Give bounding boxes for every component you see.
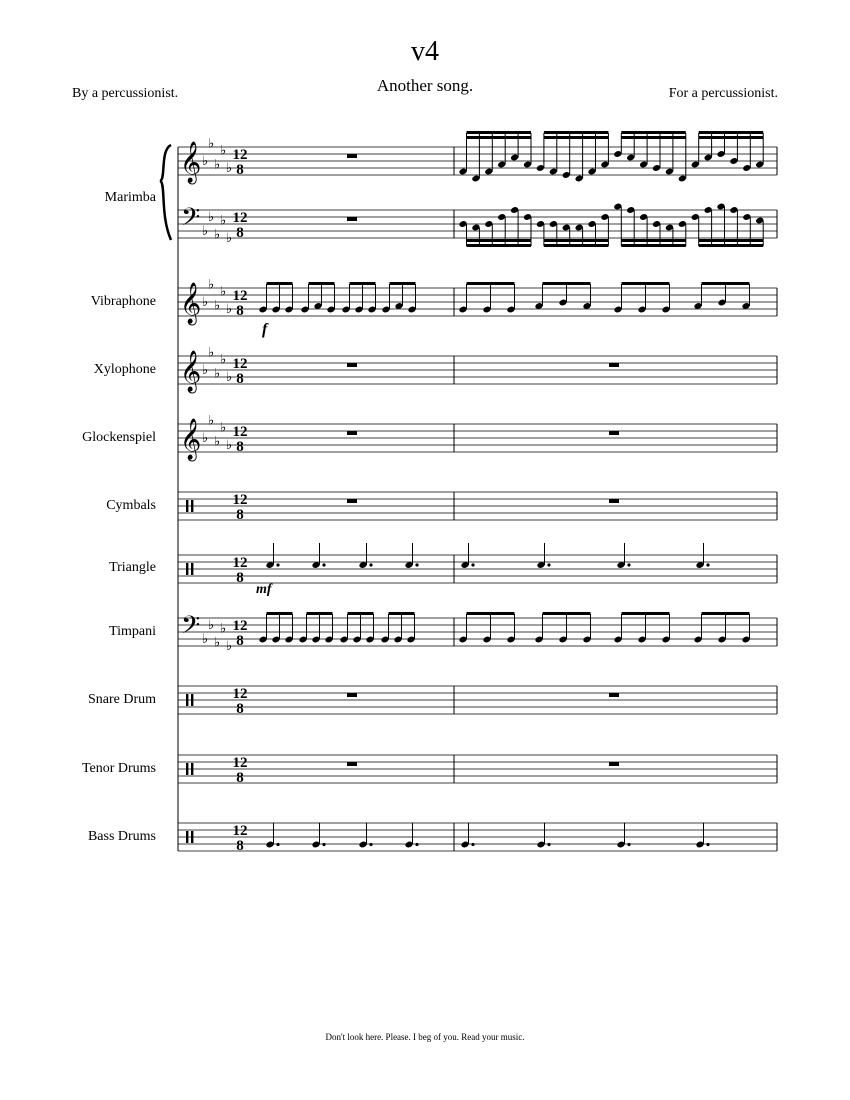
flat-sign-icon: ♭ — [226, 437, 233, 452]
note-beam — [267, 282, 293, 285]
flat-sign-icon: ♭ — [208, 617, 215, 632]
flat-sign-icon: ♭ — [214, 634, 221, 650]
page-footer: Don't look here. Please. I beg of you. Read your music. — [325, 1032, 525, 1042]
note-beam — [621, 244, 686, 247]
percussion-clef-icon — [186, 763, 188, 775]
flat-sign-icon: ♭ — [208, 412, 215, 428]
whole-rest — [347, 693, 357, 697]
instrument-name-vibraphone: Vibraphone — [90, 294, 156, 309]
note-beam — [622, 612, 670, 615]
staff-cymbals — [178, 492, 777, 520]
flat-sign-icon: ♭ — [220, 283, 227, 299]
time-signature-denominator: 8 — [236, 303, 244, 319]
time-signature-denominator: 8 — [236, 701, 244, 717]
whole-rest — [347, 431, 357, 435]
whole-rest — [347, 363, 357, 367]
note-beam — [543, 612, 591, 615]
note-beam — [702, 282, 750, 285]
note-beam — [622, 282, 670, 285]
augmentation-dot — [369, 843, 372, 846]
treble-clef-icon: 𝄞 — [180, 351, 202, 391]
augmentation-dot — [547, 563, 550, 566]
note-beam — [350, 282, 376, 285]
flat-sign-icon: ♭ — [220, 212, 227, 228]
percussion-clef-icon — [186, 500, 188, 512]
note-beam — [467, 136, 532, 139]
note-beam — [309, 282, 335, 285]
note-beam — [348, 612, 374, 615]
flat-sign-icon: ♭ — [202, 631, 209, 646]
flat-sign-icon: ♭ — [202, 362, 209, 377]
note-beam — [467, 244, 532, 247]
time-signature-numerator: 12 — [232, 356, 248, 372]
staff-vibraphone — [178, 288, 777, 316]
flat-sign-icon: ♭ — [220, 351, 227, 367]
marimba-brace — [160, 145, 171, 240]
augmentation-dot — [415, 843, 418, 846]
time-signature-denominator: 8 — [236, 162, 244, 178]
staff-marimba-bass — [178, 210, 777, 238]
note-beam — [699, 239, 764, 242]
flat-sign-icon: ♭ — [202, 294, 209, 309]
whole-rest — [609, 762, 619, 766]
instrument-name-cymbals: Cymbals — [106, 498, 156, 513]
note-beam — [702, 612, 750, 615]
augmentation-dot — [415, 563, 418, 566]
staff-triangle — [178, 555, 777, 583]
augmentation-dot — [276, 563, 279, 566]
flat-sign-icon: ♭ — [220, 620, 227, 636]
augmentation-dot — [369, 563, 372, 566]
instrument-name-marimba: Marimba — [104, 190, 156, 205]
augmentation-dot — [627, 843, 630, 846]
augmentation-dot — [471, 843, 474, 846]
percussion-clef-icon — [191, 763, 193, 775]
time-signature-denominator: 8 — [236, 838, 244, 854]
staff-snare-drum — [178, 686, 777, 714]
staff-xylophone — [178, 356, 777, 384]
flat-sign-icon: ♭ — [214, 297, 221, 313]
percussion-clef-icon — [186, 563, 188, 575]
score-title: v4 — [411, 36, 439, 67]
bass-clef-icon: 𝄢 — [181, 612, 201, 645]
time-signature-numerator: 12 — [232, 210, 248, 226]
time-signature-numerator: 12 — [232, 618, 248, 634]
whole-rest — [347, 762, 357, 766]
note-beam — [544, 136, 609, 139]
staff-glockenspiel — [178, 424, 777, 452]
instrument-name-triangle: Triangle — [109, 560, 156, 575]
treble-clef-icon: 𝄞 — [180, 142, 202, 182]
time-signature-denominator: 8 — [236, 570, 244, 586]
note-beam — [267, 612, 293, 615]
flat-sign-icon: ♭ — [202, 153, 209, 168]
instrument-name-glockenspiel: Glockenspiel — [82, 430, 156, 445]
flat-sign-icon: ♭ — [208, 344, 215, 360]
flat-sign-icon: ♭ — [226, 369, 233, 384]
note-beam — [699, 136, 764, 139]
percussion-clef-icon — [191, 500, 193, 512]
whole-rest — [609, 499, 619, 503]
instrument-name-timpani: Timpani — [109, 624, 156, 639]
flat-sign-icon: ♭ — [226, 301, 233, 316]
note-beam — [544, 244, 609, 247]
note-beam — [621, 131, 686, 134]
augmentation-dot — [706, 843, 709, 846]
note-beam — [390, 282, 416, 285]
note-beam — [543, 282, 591, 285]
time-signature-denominator: 8 — [236, 507, 244, 523]
instrument-name-xylophone: Xylophone — [93, 362, 156, 377]
lyricist-credit: By a percussionist. — [72, 86, 179, 101]
augmentation-dot — [547, 843, 550, 846]
dynamic-marking: f — [262, 321, 268, 338]
flat-sign-icon: ♭ — [208, 276, 215, 292]
flat-sign-icon: ♭ — [214, 365, 221, 381]
flat-sign-icon: ♭ — [214, 156, 221, 172]
staff-marimba-treble — [178, 147, 777, 175]
note-beam — [544, 131, 609, 134]
note-beam — [699, 244, 764, 247]
whole-rest — [609, 431, 619, 435]
note-beam — [467, 239, 532, 242]
note-beam — [467, 612, 515, 615]
flat-sign-icon: ♭ — [220, 419, 227, 435]
time-signature-numerator: 12 — [232, 288, 248, 304]
note-beam — [621, 136, 686, 139]
composer-credit: For a percussionist. — [668, 86, 778, 101]
time-signature-denominator: 8 — [236, 225, 244, 241]
time-signature-denominator: 8 — [236, 770, 244, 786]
instrument-name-tenor-drums: Tenor Drums — [81, 761, 156, 776]
percussion-clef-icon — [191, 563, 193, 575]
instrument-name-bass-drums: Bass Drums — [87, 829, 156, 844]
augmentation-dot — [627, 563, 630, 566]
note-beam — [544, 239, 609, 242]
time-signature-numerator: 12 — [232, 755, 248, 771]
dynamic-marking: mf — [256, 582, 272, 597]
augmentation-dot — [471, 563, 474, 566]
staff-timpani — [178, 618, 777, 646]
flat-sign-icon: ♭ — [226, 230, 233, 245]
time-signature-numerator: 12 — [232, 492, 248, 508]
note-beam — [467, 282, 515, 285]
instrument-name-snare-drum: Snare Drum — [87, 692, 156, 707]
whole-rest — [609, 693, 619, 697]
note-beam — [621, 239, 686, 242]
score-subtitle: Another song. — [376, 76, 474, 95]
note-beam — [467, 131, 532, 134]
flat-sign-icon: ♭ — [202, 223, 209, 238]
flat-sign-icon: ♭ — [226, 638, 233, 653]
whole-rest — [347, 154, 357, 158]
percussion-clef-icon — [186, 831, 188, 843]
note-beam — [699, 131, 764, 134]
time-signature-denominator: 8 — [236, 371, 244, 387]
flat-sign-icon: ♭ — [214, 433, 221, 449]
note-beam — [389, 612, 415, 615]
note-beam — [307, 612, 333, 615]
time-signature-denominator: 8 — [236, 439, 244, 455]
augmentation-dot — [706, 563, 709, 566]
whole-rest — [347, 499, 357, 503]
whole-rest — [347, 217, 357, 221]
augmentation-dot — [322, 563, 325, 566]
flat-sign-icon: ♭ — [226, 160, 233, 175]
time-signature-denominator: 8 — [236, 633, 244, 649]
flat-sign-icon: ♭ — [208, 209, 215, 224]
augmentation-dot — [276, 843, 279, 846]
time-signature-numerator: 12 — [232, 147, 248, 163]
bass-clef-icon: 𝄢 — [181, 204, 201, 237]
staff-tenor-drums — [178, 755, 777, 783]
percussion-clef-icon — [191, 831, 193, 843]
time-signature-numerator: 12 — [232, 823, 248, 839]
percussion-clef-icon — [191, 694, 193, 706]
flat-sign-icon: ♭ — [202, 430, 209, 445]
flat-sign-icon: ♭ — [208, 135, 215, 151]
augmentation-dot — [322, 843, 325, 846]
flat-sign-icon: ♭ — [220, 142, 227, 158]
time-signature-numerator: 12 — [232, 555, 248, 571]
flat-sign-icon: ♭ — [214, 226, 221, 242]
percussion-clef-icon — [186, 694, 188, 706]
treble-clef-icon: 𝄞 — [180, 283, 202, 323]
treble-clef-icon: 𝄞 — [180, 419, 202, 459]
whole-rest — [609, 363, 619, 367]
time-signature-numerator: 12 — [232, 424, 248, 440]
time-signature-numerator: 12 — [232, 686, 248, 702]
